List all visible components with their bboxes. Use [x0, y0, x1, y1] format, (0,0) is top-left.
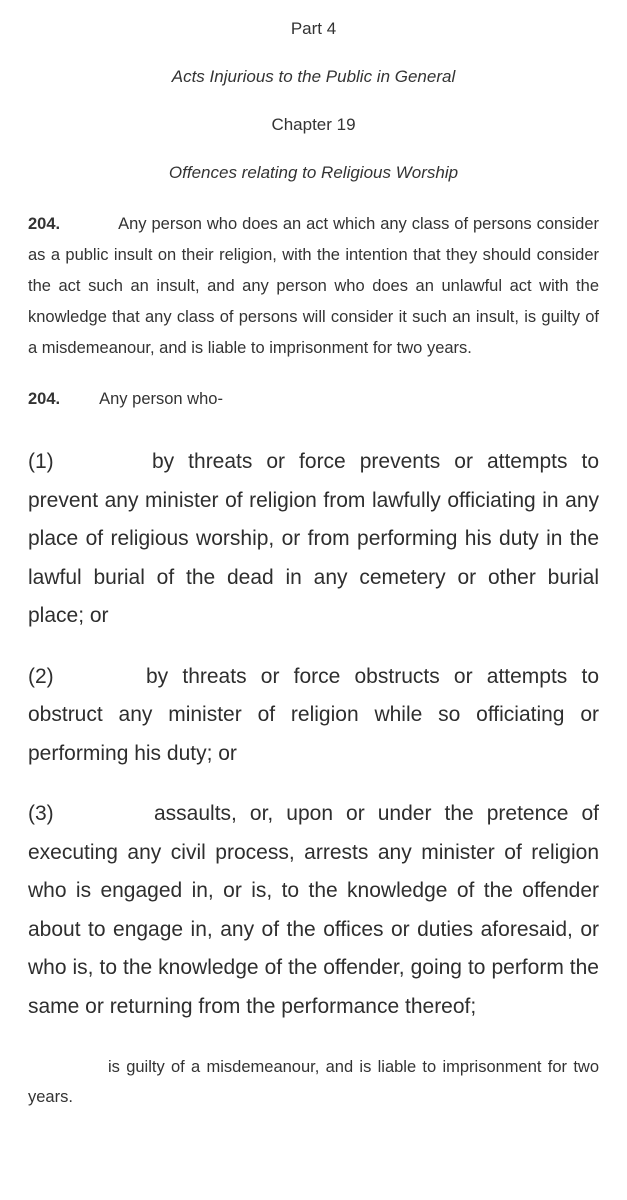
section-204-public-insult [28, 209, 599, 364]
section-intro: Any person who- [99, 390, 223, 408]
chapter-label: Chapter 19 [271, 115, 356, 134]
clause-3 [28, 795, 599, 1026]
section-text: Any person who does an act which any class of persons consider as a public insult on their religion, with the intention that they should consider the act such an insult, and any person who does an unlawful act with the knowledge that any class of persons will consider it such an insult, is guilty of a misdemeanour, and is liable to imprisonment for two years. [28, 215, 599, 357]
part-label: Part 4 [290, 19, 337, 38]
section-conclusion [28, 1052, 599, 1112]
clause-number: (3) [28, 802, 54, 825]
clause-text: by threats or force obstructs or attempts to obstruct any minister of religion while so officiating or performing his duty; or [28, 664, 599, 765]
section-number: 204. [28, 215, 61, 233]
clause-number: (2) [28, 664, 54, 688]
section-number: 204. [28, 390, 61, 408]
clause-text: assaults, or, upon or under the pretence of executing any civil process, arrests any minister of religion who is engaged in, or is, to the knowledge of the offender about to engage in, any of the offices or duties aforesaid, or who is, to the knowledge of the offender, going to perform the same or returning from the performance thereof; [28, 802, 599, 1018]
chapter-title: Offences relating to Religious Worship [168, 163, 459, 182]
clause-2 [28, 658, 599, 774]
part-title: Acts Injurious to the Public in General [171, 67, 456, 86]
clause-1 [28, 443, 599, 636]
conclusion-text: is guilty of a misdemeanour, and is liable to imprisonment for two years. [28, 1058, 599, 1106]
section-204-obstruction-intro [28, 384, 599, 415]
clause-text: by threats or force prevents or attempts to prevent any minister of religion from lawfully officiating in any place of religious worship, or from performing his duty in the lawful burial of the dead in any cemetery or other burial place; or [28, 450, 599, 627]
clause-number: (1) [28, 450, 54, 473]
